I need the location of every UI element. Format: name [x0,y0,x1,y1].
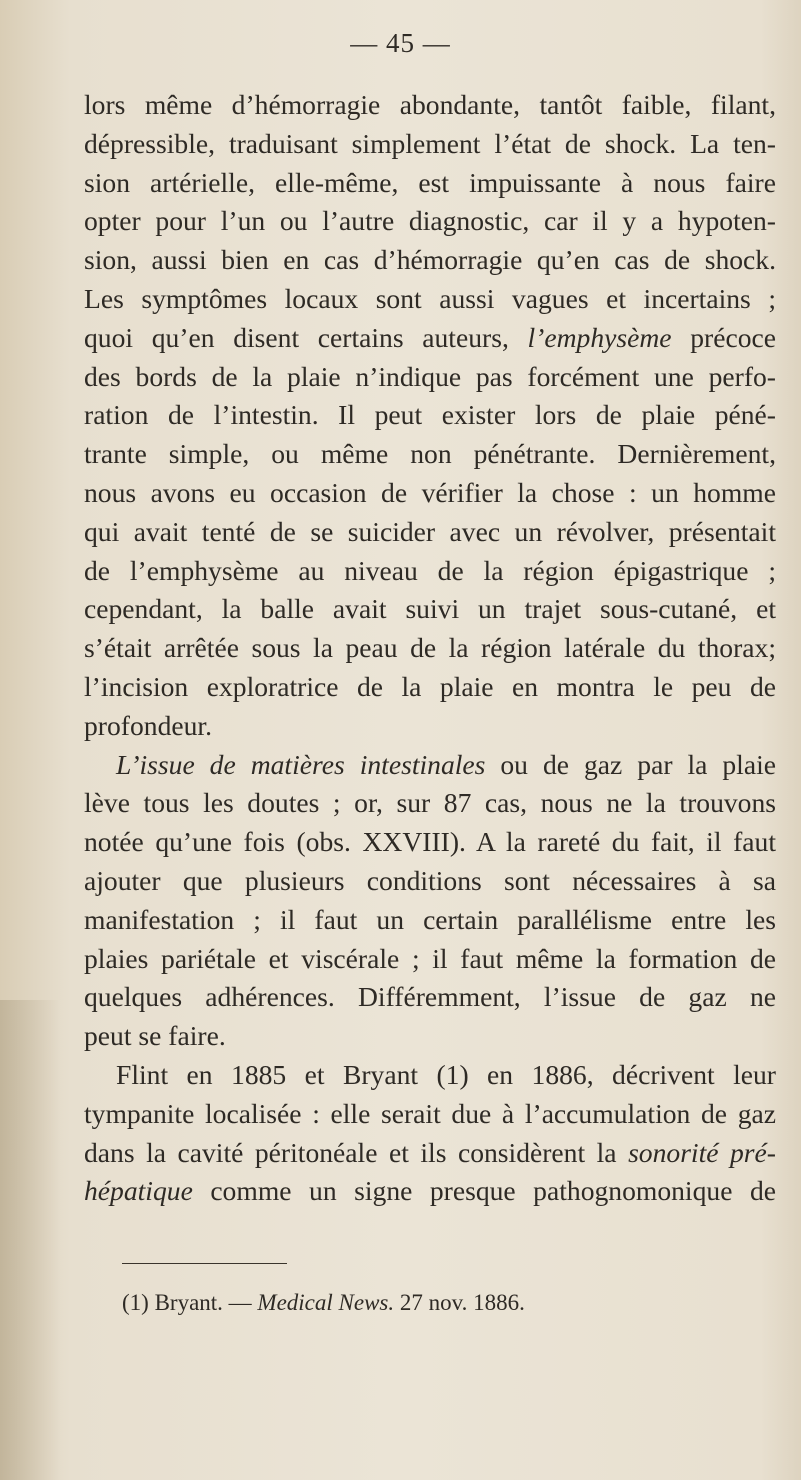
text-line: nous avons eu occasion de vérifier la chose : un homme [84,476,776,508]
text-line [84,746,776,785]
text-line: ration de l’intestin. Il peut exister lors de plaie péné- [84,399,776,431]
text-line: s’était arrêtée sous la peau de la région latérale du thorax; [84,632,776,664]
text-line: de l’emphysème au niveau de la région épigastrique ; [84,554,776,586]
text-line: Flint en 1885 et Bryant (1) en 1886, décrivent leur [116,1058,776,1090]
text-line [84,319,776,358]
text-run: ou de gaz par la plaie [485,748,777,780]
text-line: ajouter que plusieurs conditions sont nécessaires à sa [84,864,776,896]
text-line: lors même d’hémorragie abondante, tantôt faible, filant, [84,89,776,120]
text-line: tympanite localisée : elle serait due à l’accumulation de gaz [84,1097,776,1129]
text-line: l’incision exploratrice de la plaie en montra le peu de [84,670,776,702]
text-line: notée qu’une fois (obs. XXVIII). A la rareté du fait, il faut [84,826,776,858]
footnote [122,1290,525,1316]
footnote-rule [122,1263,287,1264]
text-line: dépressible, traduisant simplement l’état de shock. La ten- [84,127,776,159]
text-line: sion, aussi bien en cas d’hémorragie qu’en cas de shock. [84,244,776,276]
italic-run: hépatique [84,1175,193,1207]
text-line: quelques adhérences. Différemment, l’issue de gaz ne [84,981,776,1013]
text-run: comme un signe presque pathognomonique de [192,1175,776,1207]
paper-stain [0,1000,60,1480]
text-run: quoi qu’en disent certains auteurs, [84,321,528,353]
text-line: opter pour l’un ou l’autre diagnostic, car il y a hypoten- [84,205,776,237]
text-line: des bords de la plaie n’indique pas forcément une perfo- [84,360,776,392]
text-run: dans la cavité péritonéale et ils considèrent la [84,1136,629,1168]
text-line: sion artérielle, elle-même, est impuissante à nous faire [84,166,776,198]
text-line: plaies pariétale et viscérale ; il faut même la formation de [84,942,776,974]
italic-run: L’issue de matières intestinales [116,748,486,780]
text-line: qui avait tenté de se suicider avec un révolver, présentait [84,515,776,547]
footnote-journal: Medical News. [257,1290,395,1315]
text-line: manifestation ; il faut un certain parallélisme entre les [84,903,776,935]
page-number: — 45 — [350,28,451,58]
italic-run: l’emphysème [527,321,672,353]
text-line: lève tous les doutes ; or, sur 87 cas, nous ne la trouvons [84,787,776,819]
text-line: profondeur. [84,709,212,741]
text-line [84,1172,776,1211]
italic-run: sonorité pré- [628,1136,776,1168]
text-line: cependant, la balle avait suivi un trajet sous-cutané, et [84,593,776,625]
text-line: Les symptômes locaux sont aussi vagues et incertains ; [84,282,776,314]
text-line: trante simple, ou même non pénétrante. Dernièrement, [84,438,776,470]
text-line [84,1134,776,1173]
text-line: peut se faire. [84,1020,226,1052]
text-run: précoce [671,321,777,353]
footnote-date: 27 nov. 1886. [394,1290,525,1315]
body-text [84,86,776,1211]
footnote-text: (1) Bryant. — [122,1290,258,1315]
